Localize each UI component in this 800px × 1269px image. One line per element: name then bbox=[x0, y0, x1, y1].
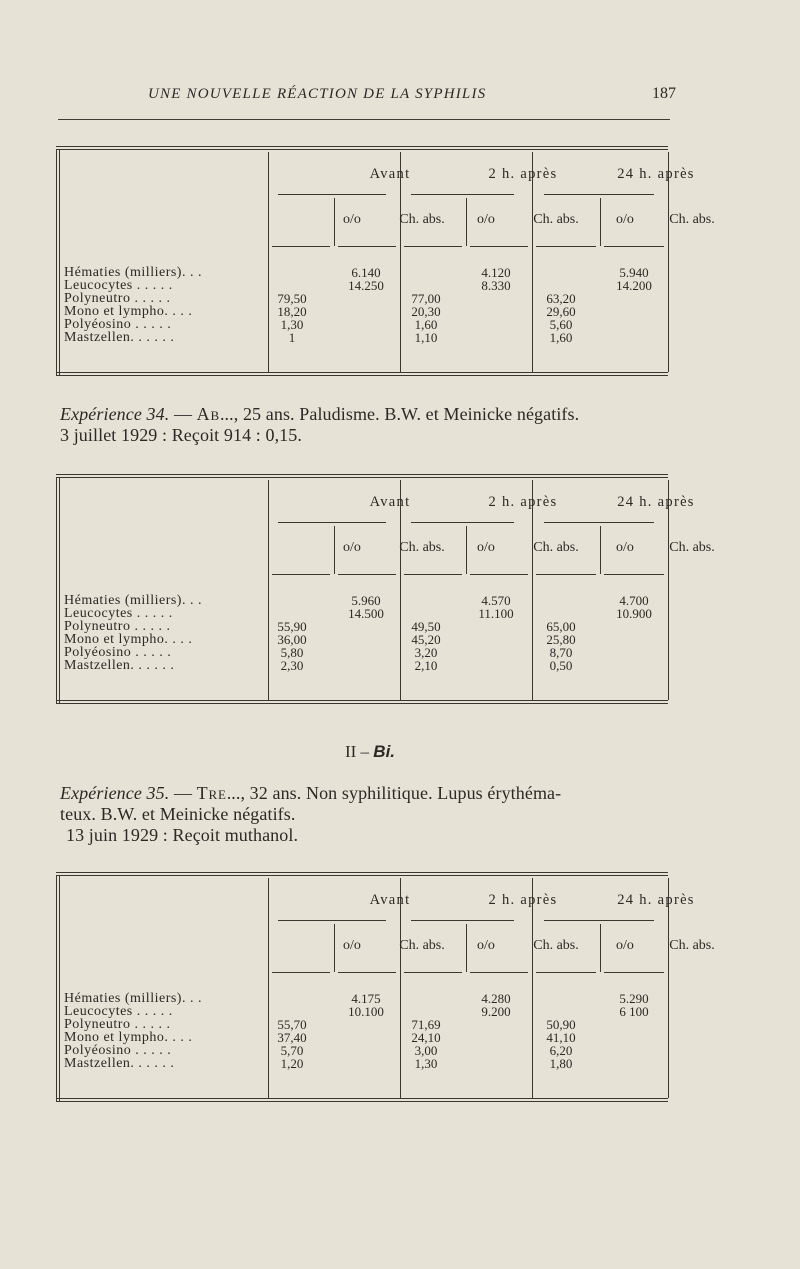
patient-initials: Ab bbox=[196, 404, 220, 424]
table-left-border-inner bbox=[59, 149, 60, 375]
cell-avant-percent: 5,80 bbox=[280, 645, 304, 660]
group-underline bbox=[544, 920, 654, 921]
experience-34-line-2: 3 juillet 1929 : Reçoit 914 : 0,15. bbox=[60, 425, 302, 445]
table-top-rule-inner bbox=[56, 477, 668, 478]
row-label: Polyéosino . . . . . bbox=[64, 317, 172, 332]
group-underline bbox=[544, 194, 654, 195]
cell-twentyfour-hours-absolute: 5.290 bbox=[619, 991, 649, 1006]
cell-twentyfour-hours-percent: 25,80 bbox=[546, 632, 576, 647]
cell-avant-percent: 55,90 bbox=[277, 619, 307, 634]
cell-avant-percent: 2,30 bbox=[280, 658, 304, 673]
cell-twentyfour-hours-absolute: 14.200 bbox=[616, 278, 652, 293]
column-divider bbox=[668, 152, 669, 372]
table-bottom-rule bbox=[56, 372, 668, 373]
cell-two-hours-percent: 49,50 bbox=[411, 619, 441, 634]
row-label: Polyéosino . . . . . bbox=[64, 1043, 172, 1058]
row-label: Polyéosino . . . . . bbox=[64, 645, 172, 660]
subheader-underline bbox=[338, 972, 396, 973]
cell-twentyfour-hours-percent: 8,70 bbox=[549, 645, 573, 660]
table-top-rule bbox=[56, 146, 668, 147]
table-top-rule-inner bbox=[56, 875, 668, 876]
subheader-underline bbox=[536, 574, 596, 575]
cell-twentyfour-hours-percent: 5,60 bbox=[549, 317, 573, 332]
subheader-underline bbox=[536, 246, 596, 247]
subheader-underline bbox=[470, 972, 528, 973]
experience-34-paragraph bbox=[60, 404, 672, 446]
column-group-header: Avant bbox=[369, 494, 411, 510]
cell-two-hours-percent: 3,00 bbox=[414, 1043, 438, 1058]
row-label: Polyneutro . . . . . bbox=[64, 291, 171, 306]
cell-twentyfour-hours-percent: 1,60 bbox=[549, 330, 573, 345]
row-label: Mono et lympho. . . . bbox=[64, 632, 193, 647]
row-label: Leucocytes . . . . . bbox=[64, 278, 173, 293]
table-left-border-inner bbox=[59, 477, 60, 703]
column-group-header: 24 h. après bbox=[617, 166, 695, 182]
cell-avant-percent: 55,70 bbox=[277, 1017, 307, 1032]
cell-two-hours-absolute: 4.570 bbox=[481, 593, 511, 608]
cell-two-hours-absolute: 8.330 bbox=[481, 278, 511, 293]
header-rule bbox=[58, 119, 670, 120]
table-bottom-rule bbox=[56, 1098, 668, 1099]
column-group-header: 2 h. après bbox=[488, 166, 558, 182]
experience-35-line-1: Expérience 35. — Tre..., 32 ans. Non syphilitique. Lupus érythéma- bbox=[60, 783, 562, 803]
subheader-underline bbox=[404, 972, 462, 973]
experience-35-paragraph bbox=[60, 783, 672, 846]
row-label: Mono et lympho. . . . bbox=[64, 1030, 193, 1045]
column-divider bbox=[668, 878, 669, 1098]
cell-avant-absolute: 4.175 bbox=[351, 991, 381, 1006]
table-left-border bbox=[56, 477, 57, 703]
cell-twentyfour-hours-percent: 6,20 bbox=[549, 1043, 573, 1058]
cell-avant-percent: 1,30 bbox=[280, 317, 304, 332]
cell-twentyfour-hours-absolute: 5.940 bbox=[619, 265, 649, 280]
cell-two-hours-percent: 45,20 bbox=[411, 632, 441, 647]
row-label: Polyneutro . . . . . bbox=[64, 1017, 171, 1032]
group-underline bbox=[278, 194, 386, 195]
cell-two-hours-percent: 2,10 bbox=[414, 658, 438, 673]
experience-35-line-3: 13 juin 1929 : Reçoit muthanol. bbox=[66, 825, 299, 845]
cell-twentyfour-hours-percent: 29,60 bbox=[546, 304, 576, 319]
cell-two-hours-percent: 1,60 bbox=[414, 317, 438, 332]
absolute-count-header: Ch. abs. bbox=[669, 938, 715, 953]
absolute-count-header: Ch. abs. bbox=[669, 212, 715, 227]
page-number: 187 bbox=[652, 85, 676, 102]
absolute-count-header: Ch. abs. bbox=[399, 938, 445, 953]
row-label: Leucocytes . . . . . bbox=[64, 1004, 173, 1019]
running-title: UNE NOUVELLE RÉACTION DE LA SYPHILIS bbox=[148, 86, 487, 102]
cell-twentyfour-hours-absolute: 6 100 bbox=[619, 1004, 649, 1019]
group-underline bbox=[411, 920, 514, 921]
subheader-underline bbox=[272, 246, 330, 247]
cell-two-hours-percent: 24,10 bbox=[411, 1030, 441, 1045]
cell-two-hours-percent: 77,00 bbox=[411, 291, 441, 306]
subheader-underline bbox=[404, 246, 462, 247]
table-left-border-inner bbox=[59, 875, 60, 1101]
cell-twentyfour-hours-percent: 63,20 bbox=[546, 291, 576, 306]
row-label: Mastzellen. . . . . . bbox=[64, 658, 175, 673]
column-group-header: 2 h. après bbox=[488, 494, 558, 510]
column-divider bbox=[668, 480, 669, 700]
row-label: Hématies (milliers). . . bbox=[64, 991, 202, 1006]
subheader-underline bbox=[404, 574, 462, 575]
cell-avant-percent: 37,40 bbox=[277, 1030, 307, 1045]
row-label: Polyneutro . . . . . bbox=[64, 619, 171, 634]
percent-header: o/o bbox=[477, 540, 495, 555]
section-heading: II – Bi. bbox=[344, 742, 396, 761]
table-bottom-rule bbox=[56, 700, 668, 701]
percent-header: o/o bbox=[616, 212, 634, 227]
cell-avant-absolute: 10.100 bbox=[348, 1004, 384, 1019]
column-group-header: Avant bbox=[369, 892, 411, 908]
table-top-rule-inner bbox=[56, 149, 668, 150]
row-label: Mastzellen. . . . . . bbox=[64, 330, 175, 345]
subheader-underline bbox=[470, 574, 528, 575]
subheader-underline bbox=[470, 246, 528, 247]
absolute-count-header: Ch. abs. bbox=[399, 212, 445, 227]
subheader-underline bbox=[338, 574, 396, 575]
percent-header: o/o bbox=[477, 938, 495, 953]
absolute-count-header: Ch. abs. bbox=[399, 540, 445, 555]
table-bottom-rule-inner bbox=[56, 375, 668, 376]
table-bottom-rule-inner bbox=[56, 703, 668, 704]
cell-avant-percent: 1,20 bbox=[280, 1056, 304, 1071]
cell-avant-absolute: 14.250 bbox=[348, 278, 384, 293]
experience-35-line-2: teux. B.W. et Meinicke négatifs. bbox=[60, 804, 296, 824]
patient-initials: Tre bbox=[196, 783, 227, 803]
column-group-header: Avant bbox=[369, 166, 411, 182]
subheader-underline bbox=[604, 574, 664, 575]
cell-two-hours-percent: 3,20 bbox=[414, 645, 438, 660]
group-underline bbox=[544, 522, 654, 523]
cell-avant-absolute: 6.140 bbox=[351, 265, 381, 280]
percent-header: o/o bbox=[343, 540, 361, 555]
cell-two-hours-percent: 71,69 bbox=[411, 1017, 441, 1032]
subheader-underline bbox=[604, 972, 664, 973]
group-underline bbox=[278, 920, 386, 921]
cell-avant-absolute: 14.500 bbox=[348, 606, 384, 621]
table-bottom-rule-inner bbox=[56, 1101, 668, 1102]
percent-header: o/o bbox=[343, 212, 361, 227]
cell-twentyfour-hours-percent: 41,10 bbox=[546, 1030, 576, 1045]
table-left-border bbox=[56, 149, 57, 375]
absolute-count-header: Ch. abs. bbox=[669, 540, 715, 555]
cell-twentyfour-hours-percent: 0,50 bbox=[549, 658, 573, 673]
cell-two-hours-absolute: 11.100 bbox=[478, 606, 514, 621]
section-title: Bi. bbox=[373, 742, 396, 761]
subheader-underline bbox=[604, 246, 664, 247]
subheader-underline bbox=[272, 574, 330, 575]
row-label: Mono et lympho. . . . bbox=[64, 304, 193, 319]
row-label: Leucocytes . . . . . bbox=[64, 606, 173, 621]
section-numeral: II bbox=[344, 742, 357, 761]
subheader-underline bbox=[338, 246, 396, 247]
experience-34-line-1: Expérience 34. — Ab..., 25 ans. Paludisme. B.W. et Meinicke négatifs. bbox=[60, 404, 580, 424]
cell-two-hours-absolute: 9.200 bbox=[481, 1004, 511, 1019]
cell-avant-percent: 79,50 bbox=[277, 291, 307, 306]
column-group-header: 24 h. après bbox=[617, 494, 695, 510]
group-underline bbox=[411, 522, 514, 523]
cell-avant-absolute: 5.960 bbox=[351, 593, 381, 608]
absolute-count-header: Ch. abs. bbox=[533, 938, 579, 953]
percent-header: o/o bbox=[616, 938, 634, 953]
cell-avant-percent: 36,00 bbox=[277, 632, 307, 647]
cell-two-hours-percent: 20,30 bbox=[411, 304, 441, 319]
cell-twentyfour-hours-absolute: 10.900 bbox=[616, 606, 652, 621]
table-top-rule bbox=[56, 872, 668, 873]
percent-header: o/o bbox=[477, 212, 495, 227]
cell-two-hours-absolute: 4.280 bbox=[481, 991, 511, 1006]
absolute-count-header: Ch. abs. bbox=[533, 540, 579, 555]
running-head bbox=[148, 86, 676, 103]
absolute-count-header: Ch. abs. bbox=[533, 212, 579, 227]
cell-twentyfour-hours-percent: 65,00 bbox=[546, 619, 576, 634]
row-label: Hématies (milliers). . . bbox=[64, 593, 202, 608]
row-label: Mastzellen. . . . . . bbox=[64, 1056, 175, 1071]
cell-two-hours-absolute: 4.120 bbox=[481, 265, 511, 280]
subheader-underline bbox=[272, 972, 330, 973]
group-underline bbox=[411, 194, 514, 195]
row-label: Hématies (milliers). . . bbox=[64, 265, 202, 280]
experience-34-title: Expérience 34. bbox=[60, 404, 170, 424]
cell-avant-percent: 5,70 bbox=[280, 1043, 304, 1058]
cell-twentyfour-hours-percent: 1,80 bbox=[549, 1056, 573, 1071]
cell-two-hours-percent: 1,10 bbox=[414, 330, 438, 345]
cell-two-hours-percent: 1,30 bbox=[414, 1056, 438, 1071]
percent-header: o/o bbox=[616, 540, 634, 555]
cell-avant-percent: 1 bbox=[288, 330, 296, 345]
table-left-border bbox=[56, 875, 57, 1101]
subheader-underline bbox=[536, 972, 596, 973]
column-group-header: 24 h. après bbox=[617, 892, 695, 908]
percent-header: o/o bbox=[343, 938, 361, 953]
cell-twentyfour-hours-percent: 50,90 bbox=[546, 1017, 576, 1032]
cell-twentyfour-hours-absolute: 4.700 bbox=[619, 593, 649, 608]
column-group-header: 2 h. après bbox=[488, 892, 558, 908]
experience-35-title: Expérience 35. bbox=[60, 783, 170, 803]
group-underline bbox=[278, 522, 386, 523]
cell-avant-percent: 18,20 bbox=[277, 304, 307, 319]
table-top-rule bbox=[56, 474, 668, 475]
